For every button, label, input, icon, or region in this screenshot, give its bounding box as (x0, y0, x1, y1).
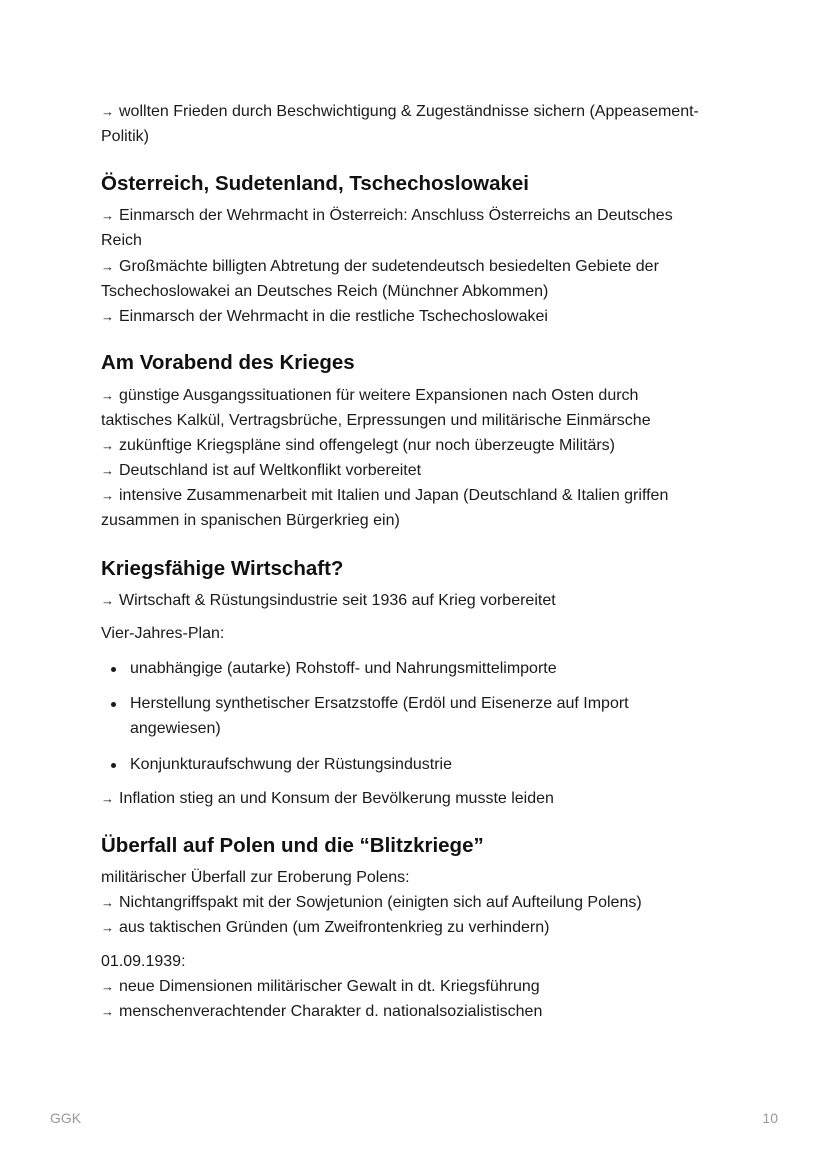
line-text: Inflation stieg an und Konsum der Bevölkerung musste leiden (119, 790, 554, 807)
line-text: aus taktischen Gründen (um Zweifrontenkrieg zu verhindern) (119, 919, 550, 936)
arrow-icon: → (101, 791, 114, 806)
text-line (101, 204, 673, 228)
arrow-icon: → (101, 463, 114, 478)
line-text: Einmarsch der Wehrmacht in die restliche Tschechoslowakei (119, 308, 548, 325)
arrow-icon: → (101, 259, 114, 274)
text-line (101, 384, 638, 408)
line-text: intensive Zusammenarbeit mit Italien und Japan (Deutschland & Italien griffen (119, 487, 669, 504)
bullet-icon (111, 667, 116, 672)
line-text: günstige Ausgangssituationen für weitere Expansionen nach Osten durch (119, 387, 639, 404)
line-text: zukünftige Kriegspläne sind offengelegt (nur noch überzeugte Militärs) (119, 437, 615, 454)
list-item: Konjunkturaufschwung der Rüstungsindustrie (130, 756, 452, 773)
bullet-icon (111, 702, 116, 707)
text-line (101, 1000, 542, 1024)
text-line (101, 305, 548, 329)
line-text: wollten Frieden durch Beschwichtigung & Zugeständnisse sichern (Appeasement- (119, 103, 699, 120)
text-line: Politik) (101, 128, 150, 145)
text-line: Vier-Jahres-Plan: (101, 625, 225, 642)
list-item: unabhängige (autarke) Rohstoff- und Nahrungsmittelimporte (130, 660, 557, 677)
text-line: Tschechoslowakei an Deutsches Reich (Münchner Abkommen) (101, 283, 549, 300)
section-heading: Österreich, Sudetenland, Tschechoslowakei (101, 172, 529, 195)
bullet-icon (111, 763, 116, 768)
text-line (101, 891, 642, 915)
text-line: zusammen in spanischen Bürgerkrieg ein) (101, 512, 400, 529)
arrow-icon: → (101, 208, 114, 223)
arrow-icon: → (101, 438, 114, 453)
section-heading: Überfall auf Polen und die “Blitzkriege” (101, 834, 484, 857)
arrow-icon: → (101, 488, 114, 503)
text-line (101, 484, 668, 508)
arrow-icon: → (101, 309, 114, 324)
page-number: 10 (762, 1110, 778, 1126)
text-line: 01.09.1939: (101, 953, 186, 970)
text-line (101, 459, 421, 483)
line-text: Großmächte billigten Abtretung der sudetendeutsch besiedelten Gebiete der (119, 258, 659, 275)
arrow-icon: → (101, 104, 114, 119)
text-line (101, 916, 549, 940)
arrow-icon: → (101, 388, 114, 403)
arrow-icon: → (101, 979, 114, 994)
text-line: Reich (101, 232, 142, 249)
line-text: Deutschland ist auf Weltkonflikt vorbereitet (119, 462, 422, 479)
text-line (101, 589, 556, 613)
text-line (101, 434, 615, 458)
arrow-icon: → (101, 1004, 114, 1019)
text-line (101, 975, 540, 999)
list-item-cont: angewiesen) (130, 720, 221, 737)
line-text: Einmarsch der Wehrmacht in Österreich: Anschluss Österreichs an Deutsches (119, 207, 673, 224)
arrow-icon: → (101, 920, 114, 935)
arrow-icon: → (101, 593, 114, 608)
section-heading: Am Vorabend des Krieges (101, 351, 355, 374)
text-line (101, 100, 699, 124)
text-line (101, 787, 554, 811)
footer-label: GGK (50, 1110, 82, 1126)
list-item: Herstellung synthetischer Ersatzstoffe (Erdöl und Eisenerze auf Import (130, 695, 629, 712)
text-line: taktisches Kalkül, Vertragsbrüche, Erpressungen und militärische Einmärsche (101, 412, 651, 429)
section-heading: Kriegsfähige Wirtschaft? (101, 557, 344, 580)
text-line: militärischer Überfall zur Eroberung Polens: (101, 869, 410, 886)
text-line (101, 255, 659, 279)
line-text: neue Dimensionen militärischer Gewalt in dt. Kriegsführung (119, 978, 540, 995)
line-text: Nichtangriffspakt mit der Sowjetunion (einigten sich auf Aufteilung Polens) (119, 894, 642, 911)
line-text: menschenverachtender Charakter d. nationalsozialistischen (119, 1003, 543, 1020)
arrow-icon: → (101, 895, 114, 910)
line-text: Wirtschaft & Rüstungsindustrie seit 1936 auf Krieg vorbereitet (119, 592, 556, 609)
